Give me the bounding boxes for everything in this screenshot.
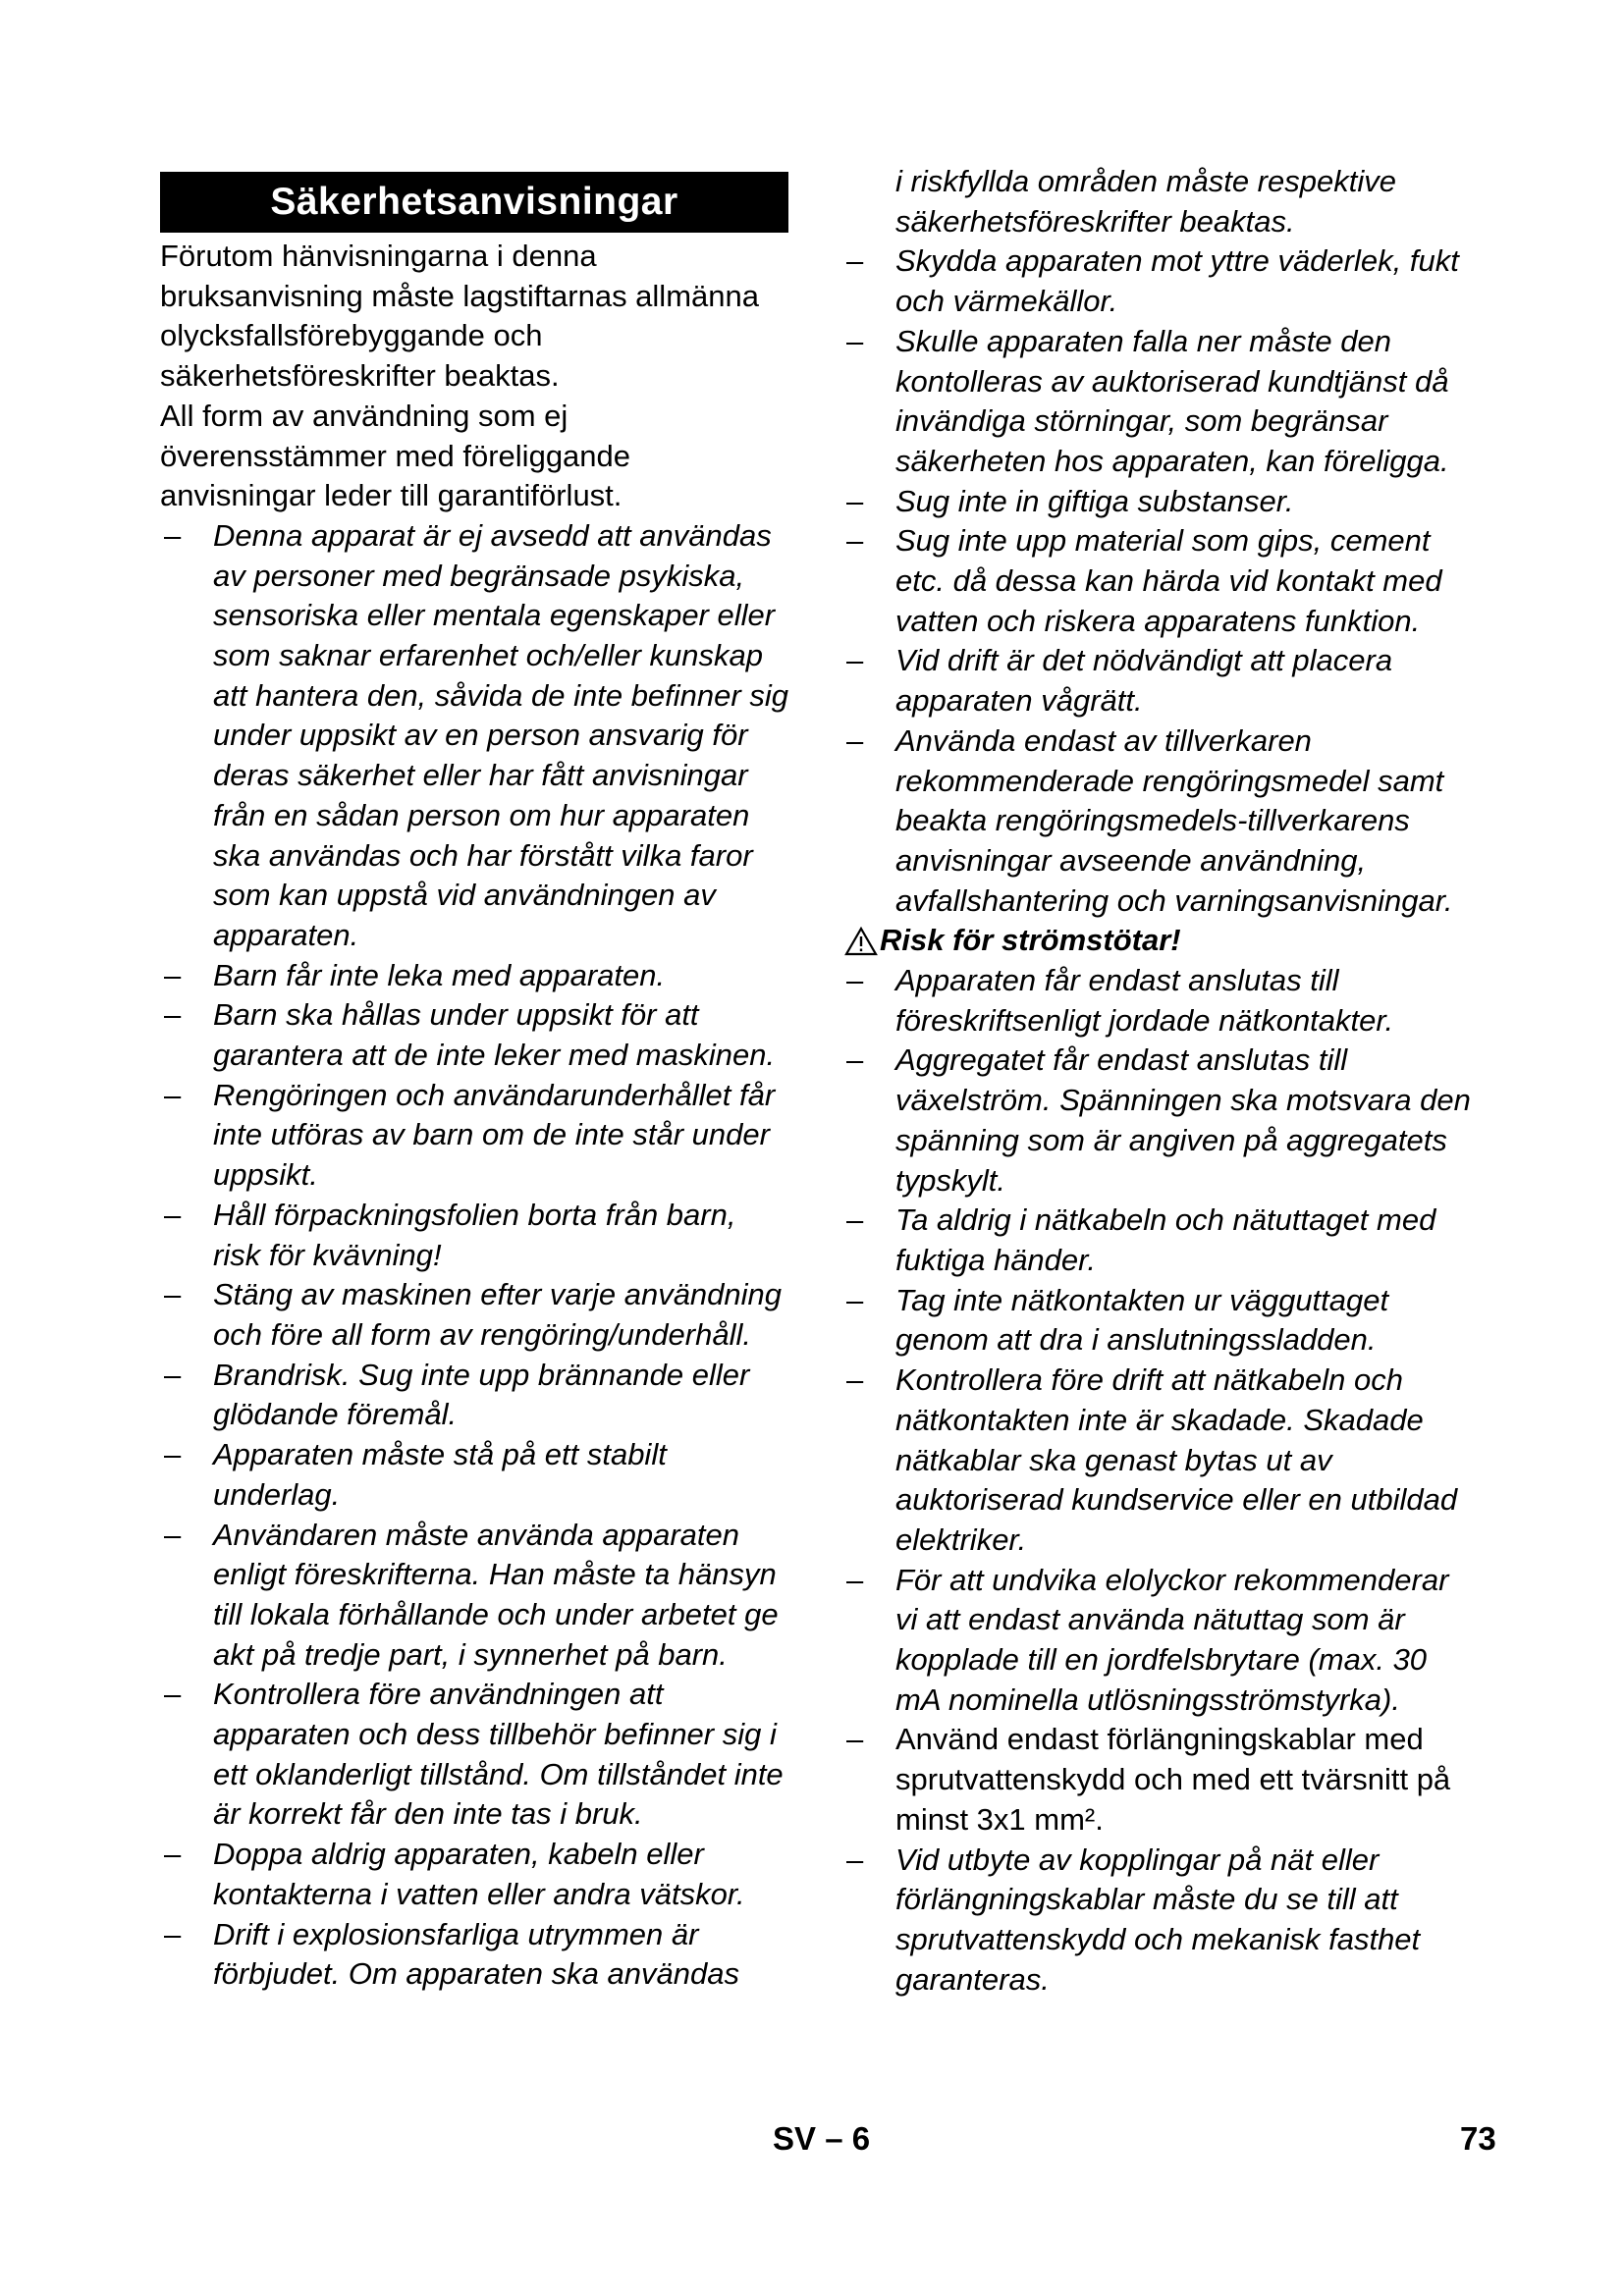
dash-bullet: –	[164, 517, 182, 553]
list-item-text: Skydda apparaten mot yttre väderlek, fukt och värmekällor.	[895, 243, 1459, 319]
list-item-text: Använd endast förlängningskablar med sprutvattenskydd och med ett tvärsnitt på minst 3x1 mm².	[895, 1722, 1451, 1837]
dash-bullet: –	[846, 1562, 864, 1597]
list-item-text: Rengöringen och användarunderhållet får inte utföras av barn om de inte står under uppsikt.	[213, 1077, 776, 1193]
page-number: 73	[1460, 2120, 1496, 2157]
dash-bullet: –	[846, 323, 864, 358]
list-item	[842, 521, 1471, 641]
list-item-text: Apparaten får endast anslutas till föreskriftsenligt jordade nätkontakter.	[895, 963, 1394, 1038]
list-item	[160, 995, 788, 1075]
dash-bullet: –	[164, 997, 182, 1033]
list-item-text: Aggregatet får endast anslutas till växelström. Spänningen ska motsvara den spänning som är angiven på aggregatets typskylt.	[895, 1042, 1471, 1198]
dash-bullet: –	[164, 1077, 182, 1112]
dash-bullet: –	[164, 957, 182, 992]
continued-item-text: i riskfyllda områden måste respektive säkerhetsföreskrifter beaktas.	[895, 164, 1396, 239]
dash-bullet: –	[846, 1282, 864, 1317]
list-item-text: Vid drift är det nödvändigt att placera apparaten vågrätt.	[895, 643, 1393, 719]
dash-bullet: –	[846, 483, 864, 518]
dash-bullet: –	[846, 1042, 864, 1078]
list-item-text: Ta aldrig i nätkabeln och nätuttaget med fuktiga händer.	[895, 1202, 1436, 1277]
dash-bullet: –	[846, 1202, 864, 1238]
list-item	[842, 1361, 1471, 1561]
dash-bullet: –	[846, 1722, 864, 1757]
list-item	[160, 1915, 788, 1995]
dash-bullet: –	[164, 1677, 182, 1712]
list-item-text: För att undvika elolyckor rekommenderar vi att endast använda nätuttag som är kopplade till en jordfelsbrytare (max. 30 mA nominella utlösningsströmstyrka).	[895, 1562, 1449, 1717]
warning-triangle-icon	[844, 927, 878, 956]
list-item	[160, 1275, 788, 1355]
list-item	[842, 1720, 1471, 1840]
list-item-text: Stäng av maskinen efter varje användning och före all form av rengöring/underhåll.	[213, 1277, 783, 1352]
footer-section-code: SV – 6	[773, 2120, 871, 2157]
list-item-text: Tag inte nätkontakten ur vägguttaget genom att dra i anslutningssladden.	[895, 1282, 1389, 1358]
list-item	[842, 1281, 1471, 1361]
dash-bullet: –	[164, 1837, 182, 1872]
list-item-text: Skulle apparaten falla ner måste den kontolleras av auktoriserad kundtjänst då invändiga störningar, som begränsar säkerheten hos apparaten, kan föreligga.	[895, 323, 1449, 478]
warning-subheading	[842, 921, 1471, 961]
list-item-text: Denna apparat är ej avsedd att användas av personer med begränsade psykiska, sensoriska eller mentala egenskaper eller som saknar erfarenhet och/eller kunskap att hantera den, såvida de inte befinner sig under uppsikt av en person ansvarig för deras säkerhet eller har fått anvisningar från en sådan person om hur apparaten ska användas och har förstått vilka faror som kan uppstå vid användningen av apparaten.	[213, 517, 788, 952]
list-item	[842, 322, 1471, 482]
list-item-text: Sug inte upp material som gips, cement etc. då dessa kan härda vid kontakt med vatten och riskera apparatens funktion.	[895, 523, 1442, 638]
dash-bullet: –	[846, 722, 864, 758]
right-column	[842, 162, 1471, 2000]
list-item-text: Kontrollera före drift att nätkabeln och nätkontakten inte är skadade. Skadade nätkablar ska genast bytas ut av auktoriserad kundservice eller en utbildad elektriker.	[895, 1362, 1458, 1557]
list-item	[160, 1516, 788, 1676]
intro-paragraph-1: Förutom hänvisningarna i denna bruksanvisning måste lagstiftarnas allmänna olycksfallsförebyggande och säkerhetsföreskrifter beaktas.	[160, 239, 759, 394]
dash-bullet: –	[164, 1437, 182, 1472]
section-heading: Säkerhetsanvisningar	[160, 172, 788, 233]
list-item-text: Användaren måste använda apparaten enligt föreskrifterna. Han måste ta hänsyn till lokala förhållande och under arbetet ge akt på tredje part, i synnerhet på barn.	[213, 1517, 779, 1672]
list-item	[160, 1356, 788, 1435]
list-item	[160, 1675, 788, 1835]
list-item-text: Brandrisk. Sug inte upp brännande eller glödande föremål.	[213, 1357, 750, 1432]
list-item-text: Barn ska hållas under uppsikt för att garantera att de inte leker med maskinen.	[213, 997, 776, 1073]
list-item	[160, 1835, 788, 1914]
list-item	[160, 516, 788, 956]
list-item-text: Doppa aldrig apparaten, kabeln eller kontakterna i vatten eller andra vätskor.	[213, 1837, 745, 1911]
dash-bullet: –	[846, 643, 864, 678]
list-item	[842, 1561, 1471, 1721]
dash-bullet: –	[164, 1357, 182, 1392]
list-item	[160, 1076, 788, 1196]
list-item	[842, 482, 1471, 522]
list-item-text: Apparaten måste stå på ett stabilt underlag.	[213, 1437, 667, 1512]
intro-paragraph-2: All form av användning som ej överensstämmer med föreliggande anvisningar leder till garantiförlust.	[160, 398, 631, 513]
list-item	[842, 241, 1471, 321]
list-item	[160, 1196, 788, 1275]
dash-bullet: –	[846, 523, 864, 559]
dash-bullet: –	[846, 1842, 864, 1877]
list-item	[842, 1841, 1471, 2001]
dash-bullet: –	[846, 1362, 864, 1398]
list-item	[842, 1201, 1471, 1280]
list-item	[160, 956, 788, 996]
dash-bullet: –	[164, 1277, 182, 1312]
list-item-text: Sug inte in giftiga substanser.	[895, 483, 1294, 518]
dash-bullet: –	[164, 1197, 182, 1232]
list-item-text: Kontrollera före användningen att apparaten och dess tillbehör befinner sig i ett oklanderligt tillstånd. Om tillståndet inte är korrekt får den inte tas i bruk.	[213, 1677, 784, 1832]
list-item	[160, 1435, 788, 1515]
left-column	[160, 159, 788, 1995]
list-item	[842, 641, 1471, 721]
dash-bullet: –	[846, 963, 864, 998]
list-item	[842, 721, 1471, 922]
list-item-text: Barn får inte leka med apparaten.	[213, 957, 666, 992]
list-item-text: Använda endast av tillverkaren rekommenderade rengöringsmedel samt beakta rengöringsmedels-tillverkarens anvisningar avseende användning, avfallshantering och varningsanvisningar.	[895, 722, 1453, 918]
list-item	[842, 961, 1471, 1041]
list-item-text: Vid utbyte av kopplingar på nät eller förlängningskablar måste du se till att sprutvattenskydd och mekanisk fasthet garanteras.	[895, 1842, 1421, 1997]
list-item	[842, 1041, 1471, 1201]
warning-subheading-text: Risk för strömstötar!	[880, 923, 1181, 958]
list-item-text: Håll förpackningsfolien borta från barn, risk för kvävning!	[213, 1197, 736, 1272]
dash-bullet: –	[846, 243, 864, 279]
list-item-text: Drift i explosionsfarliga utrymmen är förbjudet. Om apparaten ska användas	[213, 1916, 739, 1992]
dash-bullet: –	[164, 1916, 182, 1951]
dash-bullet: –	[164, 1517, 182, 1552]
